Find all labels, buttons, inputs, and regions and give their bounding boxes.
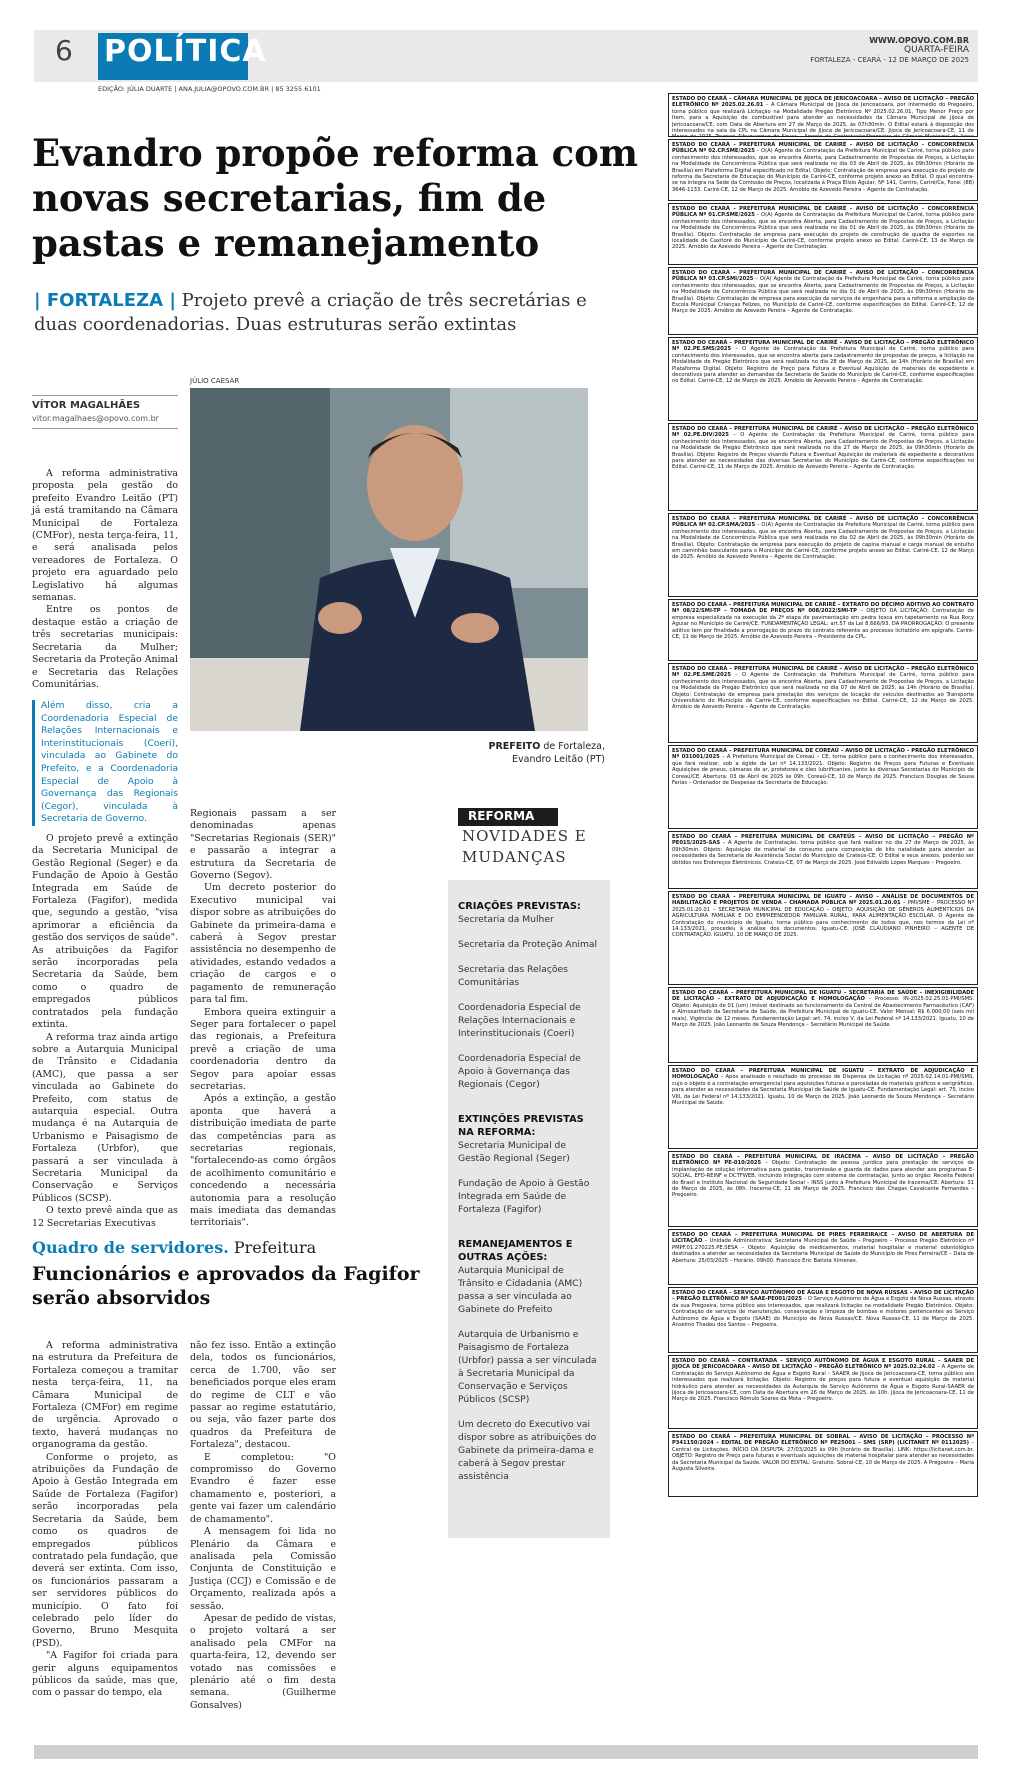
legal-notice-title: ESTADO DO CEARÁ – PREFEITURA MUNICIPAL DE SOBRAL – AVISO DE LICITAÇÃO – PROCESSO Nº P341150/2024 – EDITAL DE PREGÃO ELETRÔNICO Nº PE25001 – SMS (SRP) (LICITANET Nº 0112025) bbox=[672, 1434, 974, 1447]
photo-caption-bold: PREFEITO bbox=[488, 741, 541, 752]
legal-notice-title: ESTADO DO CEARÁ – PREFEITURA MUNICIPAL DE CARIRÉ – AVISO DE LICITAÇÃO – CONCORRÊNCIA PÚBLICA Nº 01.CP.SME/2025 bbox=[672, 206, 974, 219]
body-paragraph: A reforma administrativa proposta pela gestão do prefeito Evandro Leitão (PT) já está tramitando na Câmara Municipal de Fortaleza (CMFor), nesta terça-feira, 11, e será analisada pelos vereadores de Fortaleza. O projeto era aguardado pelo Legislativo há algumas semanas. bbox=[32, 468, 178, 604]
sidebar-item: Autarquia Municipal de Trânsito e Cidadania (AMC) passa a ser vinculada ao Gabinete do Prefeito bbox=[458, 1265, 583, 1315]
sidebar-item: Coordenadoria Especial de Relações Internacionais e Interinstitucionais (Coeri) bbox=[458, 1002, 581, 1039]
legal-notice: ESTADO DO CEARÁ – PREFEITURA MUNICIPAL DE CARIRÉ – AVISO DE LICITAÇÃO – CONCORRÊNCIA PÚBLICA Nº 02.CP.SME/2025 – O(A) Agente de Contratação da Prefeitura Municipal de Cariré, torna público para conhecimento dos interessados, que se encontra Aberta, para Cadastramento de Propostas de Preços, a Licitação na Modalidade de Concorrência Pública que será realizada no dia 03 de Abril de 2025, às 09h30min (Horário de Brasília) em Plataforma Digital especificado no Edital. Objeto: Contratação de empresa para execução do projeto de reforma da Secretaria de Educação do Município de Cariré-CE, conforme projeto anexo ao Edital. O qual encontra-se na íntegra na Sede da Comissão de Preços, localizada à Praça Elísio Aguiar, Nº 141, Centro, Cariré/Ce, Fone: (88) 3646-1133. Cariré-CE, 12 de Março de 2025. Arnóbio de Azevedo Pereira – Agente de Contratação. bbox=[668, 139, 978, 201]
photo-caption bbox=[480, 740, 605, 766]
sidebar-item: Secretaria da Proteção Animal bbox=[458, 939, 598, 950]
legal-notice-title: ESTADO DO CEARÁ – PREFEITURA MUNICIPAL DE IGUATU – EXTRATO DE ADJUDICAÇÃO E HOMOLOGAÇÃO bbox=[672, 1068, 974, 1081]
legal-notice-title: ESTADO DO CEARÁ – PREFEITURA MUNICIPAL DE CARIRÉ – AVISO DE LICITAÇÃO – CONCORRÊNCIA PÚBLICA Nº 02.CP.SME/2025 bbox=[672, 142, 974, 155]
sidebar-item: Fundação de Apoio à Gestão Integrada em Saúde de Fortaleza (Fagifor) bbox=[458, 1178, 590, 1215]
story2-kicker bbox=[32, 1238, 316, 1257]
legal-notice: ESTADO DO CEARÁ – CONTRATADA – SERVIÇO AUTÔNOMO DE ÁGUA E ESGOTO RURAL – SAAER DE JIJOCA DE JERICOACOARA – AVISO DE LICITAÇÃO – PREGÃO ELETRÔNICO Nº 2025.02.24.02 – A Agente de Contratação do Serviço Autônomo de Água e Esgoto Rural – SAAER de Jijoca de Jericoacoara-CE, torna público aos interessados que realizará licitação. Objeto: Registro de preços para futura e eventual aquisição de material hidráulico para atender as necessidades da Autarquia de Serviço Autônomo de Água e Esgoto Rural-SAAER de Jijoca de Jericoacoara-CE, com Data de Abertura em 26 de Março de 2025, às 10h. Jijoca de Jericoacoara-CE, 11 de Março de 2025. Francisco Rômulo Soares da Mota – Pregoeiro. bbox=[668, 1355, 978, 1429]
byline-email[interactable]: vitor.magalhaes@opovo.com.br bbox=[32, 414, 159, 423]
story2-kicker-rest: Prefeitura bbox=[233, 1238, 317, 1257]
edition-info: EDIÇÃO: JÚLIA DUARTE | ANA.JULIA@OPOVO.COM.BR | 85 3255 6101 bbox=[98, 85, 321, 93]
dateline: FORTALEZA - CEARÁ - 12 DE MARÇO DE 2025 bbox=[810, 56, 969, 64]
main-headline: Evandro propõe reforma com novas secretarias, fim de pastas e remanejamento bbox=[32, 131, 639, 265]
legal-notice: ESTADO DO CEARÁ – PREFEITURA MUNICIPAL DE CARIRÉ – AVISO DE LICITAÇÃO – PREGÃO ELETRÔNICO Nº 02.PE.SMS/2025 – O Agente de Contratação da Prefeitura Municipal de Cariré, torna público para conhecimento dos interessados, que se encontra aberta para cadastramento de propostas de preços, a licitação na Modalidade de Pregão Eletrônico que será realizada no dia 28 de Março de 2025, às 14h (Horário de Brasília) em Plataforma Digital. Objeto: Registro de Preço para Futura e Eventual Aquisição de materiais de expediente e decorativos para atender as demandas da Secretaria de Saúde do Município de Cariré-CE, conforme especificações no Edital. Cariré-CE, 12 de Março de 2025. Arnóbio de Azevedo Pereira – Agente de Contratação. bbox=[668, 337, 978, 421]
story2-column-1 bbox=[32, 1340, 178, 1700]
body-column-1b bbox=[32, 833, 178, 1230]
story2-kicker-bold: Quadro de servidores. bbox=[32, 1238, 229, 1257]
legal-notice-body: OBJETO DA LICITAÇÃO: Contratação de empresa especializada na execução da 2ª etapa de pavimentação em pedra tosca em tapetamento na Rua Rocy Aguiar no Município de Cariré/CE. FUNDAMENTAÇÃO LEGAL: art.57 da Lei 8.666/93. DA PRORROGAÇÃO: O presente aditivo tem por finalidade a prorrogação do prazo do contrato referente ao processo licitatório em epígrafe. Cariré-CE, 11 de Março de 2025. Arnóbio de Azevedo Pereira – Presidente da CPL. bbox=[672, 608, 974, 641]
legal-notice-title: ESTADO DO CEARÁ – PREFEITURA MUNICIPAL DE PIRES FERREIRA/CE – AVISO DE ABERTURA DE LICITAÇÃO bbox=[672, 1232, 974, 1245]
legal-notice: ESTADO DO CEARÁ – CÂMARA MUNICIPAL DE JIJOCA DE JERICOACOARA – AVISO DE LICITAÇÃO – PREGÃO ELETRÔNICO Nº 2025.02.26.01 – A Câmara Municipal de Jijoca de Jericoacoara, por intermédio do Pregoeiro, torna público que realizará Licitação na Modalidade Pregão Eletrônico Nº 2025.02.26.01, Tipo Menor Preço por Item, para a Aquisição de combustível para atender as necessidades da Câmara Municipal de Jijoca de Jericoacoara/CE, com Data de Abertura em 27 de Março de 2025, às 07h30min. O Edital estará à disposição dos interessados na sala da CPL na Câmara Municipal de Jijoca de Jericoacoara/CE. Jijoca de Jericoacoara-CE, 11 de bbox=[668, 93, 978, 137]
photo-illustration bbox=[190, 388, 588, 731]
legal-notice: ESTADO DO CEARÁ – PREFEITURA MUNICIPAL DE CARIRÉ – AVISO DE LICITAÇÃO – PREGÃO ELETRÔNICO Nº 02.PE.SME/2025 – O Agente de Contratação da Prefeitura Municipal de Cariré, torna público para conhecimento dos interessados, que se encontra Aberta, para Cadastramento de Propostas de Preços, a Licitação na Modalidade de Pregão Eletrônico que será realizada no dia 07 de Abril de 2025, às 14h (Horário de Brasília). Objeto: Contratação de empresa para prestação dos serviços de locação de veículos destinados ao Transporte Universitário do Município de Cariré-CE, conforme especificações no Edital. Cariré-CE, 12 de Março de 2025. Arnóbio de Azevedo Pereira – Agente de Contratação. bbox=[668, 663, 978, 743]
section-name[interactable]: POLÍTICA bbox=[104, 34, 267, 69]
story2-headline: Funcionários e aprovados da Fagifor serão absorvidos bbox=[32, 1263, 420, 1309]
photo-caption-text: de Fortaleza, Evandro Leitão (PT) bbox=[512, 741, 605, 765]
legal-notice-body: O Agente de Contratação da Prefeitura Municipal de Cariré, torna público para conhecimento dos interessados, que se encontra Aberta, para Cadastramento de Propostas de Preços, a Licitação na Modalidade de Pregão Eletrônico que será realizada no dia 07 de Abril de 2025, às 14h (Horário de Brasília). Objeto: Contratação de empresa para prestação dos serviços de locação de veículos destinados ao Transporte Universitário do Município de Cariré-CE, conforme especificações no Edital. Cariré-CE, 12 de Março de 2025. Arnóbio de Azevedo Pereira – Agente de Contratação. bbox=[672, 672, 974, 711]
legal-notice: ESTADO DO CEARÁ – PREFEITURA MUNICIPAL DE SOBRAL – AVISO DE LICITAÇÃO – PROCESSO Nº P341150/2024 – EDITAL DE PREGÃO ELETRÔNICO Nº PE25001 – SMS (SRP) (LICITANET Nº 0112025) – Central de Licitações. INÍCIO DA DISPUTA: 27/03/2025 às 09h (horário de Brasília). LINK: https://licitanet.com.br. OBJETO: Registro de Preço para futuras e eventuais aquisições de material hospitalar para atender as necessidades da Secretaria Municipal da Saúde. VALOR DO EDITAL: Gratuito. Sobral-CE, 10 de Março de 2025. A Pregoeira – Maria Augusta Silveira. bbox=[668, 1431, 978, 1497]
legal-notice-body: Unidade Administrativa: Secretaria Municipal de Saúde – Pregoeiro – Processo Pregão Eletrônico nº PMPF.01.270225.PE.SESA – Objeto: Aquisição de medicamentos, material hospitalar e material odontológico destinados a atender as necessidades da Secretaria Municipal de Saúde do Município de Pires Ferreira/CE – Data de Abertura: 25/03/2025 – Horário: 09h00. Francisco Eric Batista Ximenes. bbox=[672, 1238, 974, 1264]
body-paragraph: A reforma traz ainda artigo sobre a Autarquia Municipal de Trânsito e Cidadania (AMC), que passa a ser vinculada ao Gabinete do Prefeito, com status de autarquia especial. Outra mudança é na Autarquia de Urbanismo e Paisagismo de Fortaleza (Urbfor), que passará a ser vinculada à Secretaria Municipal da Conservação e Serviços Públicos (SCSP). bbox=[32, 1031, 178, 1204]
legal-notice-body: O(A) Agente de Contratação da Prefeitura Municipal de Cariré, torna público para conhecimento dos interessados, que se encontra Aberta, para Cadastramento de Propostas de Preços, a Licitação na Modalidade de Concorrência Pública que será realizada no dia 01 de Abril de 2025, às 09h30min (Horário de Brasília). Objeto: Contratação de empresa para execução de serviços de engenharia para a reforma e ampliação da Escola Municipal Crianças Felizes, no Município de Cariré-CE, conforme especificações do Edital. Cariré-CE, 12 de Março de 2025. Arnóbio de Azevedo Pereira – Agente de Contratação. bbox=[672, 276, 974, 315]
body-paragraph: Regionais passam a ser denominadas apenas "Secretarias Regionais (SER)" e passarão a integrar a estrutura da Secretaria de Governo (Segov). bbox=[190, 808, 336, 882]
body-paragraph: Embora queira extinguir a Seger para fortalecer o papel das regionais, a Prefeitura prevê a criação de uma coordenadoria dentro da Segov para apoiar essas secretarias. bbox=[190, 1006, 336, 1092]
sidebar-item: Secretaria da Mulher bbox=[458, 914, 554, 925]
reform-label: REFORMA bbox=[468, 809, 535, 823]
legal-notice-title: ESTADO DO CEARÁ – CONTRATADA – SERVIÇO AUTÔNOMO DE ÁGUA E ESGOTO RURAL – SAAER DE JIJOCA DE JERICOACOARA – AVISO DE LICITAÇÃO – PREGÃO ELETRÔNICO Nº 2025.02.24.02 bbox=[672, 1358, 974, 1371]
sidebar-section-reassignments bbox=[458, 1238, 600, 1483]
legal-notice: ESTADO DO CEARÁ – PREFEITURA MUNICIPAL DE CARIRÉ – AVISO DE LICITAÇÃO – CONCORRÊNCIA PÚBLICA Nº 03.CP.SMI/2025 – O(A) Agente de Contratação da Prefeitura Municipal de Cariré, torna público para conhecimento dos interessados, que se encontra Aberta, para Cadastramento de Propostas de Preços, a Licitação na Modalidade de Concorrência Pública que será realizada no dia 01 de Abril de 2025, às 09h30min (Horário de Brasília). Objeto: Contratação de empresa para execução de serviços de engenharia para a reforma e ampliação da Escola Municipal Crianças Felizes, no Município de Cariré-CE, conforme especificações do Edital. Cariré-CE, 12 de Março de 2025. Arnóbio de Azevedo Pereira – Agente de Contratação. bbox=[668, 267, 978, 335]
legal-notice: ESTADO DO CEARÁ – SERVIÇO AUTÔNOMO DE ÁGUA E ESGOTO DE NOVA RUSSAS – AVISO DE LICITAÇÃO – PREGÃO ELETRÔNICO Nº SAAE-PE001/2025 – O Serviço Autônomo de Água e Esgoto de Nova Russas, através da sua Pregoeira, torna público aos interessados, que realizará licitação na modalidade Pregão Eletrônico. Objeto: Contratação de serviços de manutenção, conservação e limpeza de bombas e motores pertencentes ao Serviço Autônomo de Água e Esgoto (SAAE) do Município de Nova Russas/CE. Nova Russas-CE, 11 de Março de 2025. Anselmo Thadeu dos Santos – Pregoeira. bbox=[668, 1287, 978, 1353]
legal-notice: ESTADO DO CEARÁ – PREFEITURA MUNICIPAL DE IRACEMA – AVISO DE LICITAÇÃO – PREGÃO ELETRÔNICO Nº PE-010/2025 – Objeto: Contratação de pessoa jurídica para prestação de serviços de implantação de solução informativa para gestão, transmissão e guarda de dados para atender aos programas E-SOCIAL, EFD-REINF e DCTFWEB, incluindo integração com sistema de contratação, junto ao órgão: Receita Federal do Brasil e Instituto Nacional de Seguridade Social – INSS junto à Prefeitura Municipal de Iracema/CE. Abertura: 31 de Março de 2025, às 08h. Iracema-CE, 11 de Março de 2025. Francisco das Chagas Cavalcante Fernandes – Pregoeiro. bbox=[668, 1151, 978, 1227]
weekday: QUARTA-FEIRA bbox=[904, 45, 969, 55]
body-paragraph: O projeto prevê a extinção da Secretaria Municipal de Gestão Regional (Seger) e da Fundação de Apoio à Gestão Integrada em Saúde de Fortaleza (Fagifor), medida que, segundo a gestão, "visa aprimorar a eficiência da gestão dos serviços de saúde". As atribuições da Fagifor serão incorporadas pela Secretaria da Saúde, bem como o quadro de empregados públicos contratados pela fundação extinta. bbox=[32, 833, 178, 1031]
legal-notice: ESTADO DO CEARÁ – PREFEITURA MUNICIPAL DE COREAÚ – AVISO DE LICITAÇÃO – PREGÃO ELETRÔNICO Nº 031001/2025 – A Prefeitura Municipal de Coreaú – CE, torna público para o conhecimento dos interessados, que fará realizar, sob a égide da Lei nº 14.133/2021. Objeto: Registro de Preços para Futuras e Eventuais Aquisições de pneus, câmaras de ar, protetores e óleo lubrificantes, junto às diversas Secretarias do Município de Coreaú/CE. Abertura: 03 de Abril de 2025 às 09h. Coreaú-CE, 10 de Março de 2025. Francisco Douglas de Sousa Farias – Ordenador de Despesas da Secretaria de Educação. bbox=[668, 745, 978, 829]
sidebar-item: Coordenadoria Especial de Apoio à Governança das Regionais (Cegor) bbox=[458, 1053, 581, 1090]
sidebar-item: Secretaria das Relações Comunitárias bbox=[458, 964, 568, 988]
legal-notice-title: ESTADO DO CEARÁ – PREFEITURA MUNICIPAL DE IRACEMA – AVISO DE LICITAÇÃO – PREGÃO ELETRÔNICO Nº PE-010/2025 bbox=[672, 1154, 974, 1167]
legal-notice: ESTADO DO CEARÁ – PREFEITURA MUNICIPAL DE CARIRÉ – AVISO DE LICITAÇÃO – PREGÃO ELETRÔNICO Nº 02.PE.DIV/2025 – O Agente de Contratação da Prefeitura Municipal de Cariré, torna público para conhecimento dos interessados, que se encontra Aberta, para Cadastramento de Propostas de Preços, a Licitação na Modalidade de Pregão Eletrônico que será realizada no dia 27 de Março de 2025, às 09h30min (Horário de Brasília). Objeto: Registro de Preços visando Futura e Eventual Aquisição de materiais de expediente e decorativos para atender as necessidades das diversas Secretarias do Município de Cariré-CE, conforme especificações no Edital. Cariré-CE, 11 de Março de 2025. Arnóbio de Azevedo Pereira – Agente de Contratação. bbox=[668, 423, 978, 511]
sidebar-item: Secretaria Municipal de Gestão Regional (Seger) bbox=[458, 1140, 570, 1164]
legal-notice-title: ESTADO DO CEARÁ – PREFEITURA MUNICIPAL DE CARIRÉ – AVISO DE LICITAÇÃO – PREGÃO ELETRÔNICO Nº 02.PE.SME/2025 bbox=[672, 666, 974, 679]
sidebar-section-head: EXTINÇÕES PREVISTAS NA REFORMA: bbox=[458, 1114, 584, 1138]
legal-notice-title: ESTADO DO CEARÁ – PREFEITURA MUNICIPAL DE CARIRÉ – AVISO DE LICITAÇÃO – CONCORRÊNCIA PÚBLICA Nº 03.CP.SMI/2025 bbox=[672, 270, 974, 283]
legal-notice-body: Central de Licitações. INÍCIO DA DISPUTA: 27/03/2025 às 09h (horário de Brasília). LINK: https://licitanet.com.br. OBJETO: Registro de Preço para futuras e eventuais aquisições de material hospitalar para atender as necessidades da Secretaria Municipal da Saúde. VALOR DO EDITAL: Gratuito. Sobral-CE, 10 de Março de 2025. A Pregoeira – Maria Augusta Silveira. bbox=[672, 1446, 974, 1473]
legal-notice-title: ESTADO DO CEARÁ – PREFEITURA MUNICIPAL DE CARIRÉ – AVISO DE LICITAÇÃO – CONCORRÊNCIA PÚBLICA Nº 02.CP.SMA/2025 bbox=[672, 516, 974, 529]
body-column-1 bbox=[32, 468, 178, 691]
body-column-2 bbox=[190, 808, 336, 1230]
legal-notices-column bbox=[668, 93, 978, 1733]
sidebar-section-head: REMANEJAMENTOS E OUTRAS AÇÕES: bbox=[458, 1239, 573, 1263]
legal-notice-body: PMI/SME – PROCESSO Nº 2025.01.20.01 – SECRETARIA MUNICIPAL DE EDUCAÇÃO – OBJETO: AQUISIÇÃO DE GÊNEROS ALIMENTÍCIOS DA AGRICULTURA FAMILIAR E DO EMPREENDEDOR FAMILIAR RURAL, PARA ALIMENTAÇÃO ESCOLAR. O Agente de Contratação do município de Iguatu, torna público para conhecimento de todos que, nos termos da Lei nº 14.133/2021, procedeu à análise dos documentos. Iguatu-CE. JOSÉ CLAUDIANO PINHEIRO – AGENTE DE CONTRATAÇÃO. IGUATU, 10 DE MARÇO DE 2025. bbox=[672, 900, 974, 939]
body-paragraph: não fez isso. Então a extinção dela, todos os funcionários, cerca de 1.700, vão ser beneficiados porque eles eram do regime de CLT e vão passar ao regime estatutário, ou seja, vão fazer parte dos quadros da Prefeitura de Fortaleza", destacou. bbox=[190, 1340, 336, 1451]
legal-notice-body: O(A) Agente de Contratação da Prefeitura Municipal de Cariré, torna público para conhecimento dos interessados, que se encontra Aberta, para Cadastramento de Propostas de Preços, a Licitação na Modalidade de Concorrência Pública que será realizada no dia 03 de Abril de 2025, às 09h30min (Horário de Brasília) em Plataforma Digital especificado no Edital. Objeto: Contratação de empresa para execução do projeto de reforma da Secretaria de Educação do Município de Cariré-CE, conforme projeto anexo ao Edital. O qual encontra-se na íntegra na Sede da Comissão de Preços, localizada à Praça Elísio Aguiar, Nº 141, Centro, Cariré/Ce, Fone: (88) 3646-1133. Cariré-CE, 12 de Março de 2025. Arnóbio de Azevedo Pereira – Agente de Contratação. bbox=[672, 148, 974, 193]
sidebar-section-creations bbox=[458, 900, 600, 1091]
legal-notice-body: O(A) Agente de Contratação da Prefeitura Municipal de Cariré, torna público para conhecimento dos interessados, que se encontra Aberta, para Cadastramento de Propostas de Preços, a Licitação na Modalidade de Concorrência Pública que será realizada no dia 02 de Abril de 2025, às 09h30min (Horário de Brasília). Objeto: Contratação de empresa para execução do projeto de capina manual e carga manual de entulho em caminhão basculante para o Município de Cariré-CE, conforme projeto anexo ao Edital. Cariré-CE, 12 de Março de 2025. Arnóbio de Azevedo Pereira – Agente de Contratação. bbox=[672, 522, 974, 561]
sidebar-item: Um decreto do Executivo vai dispor sobre as atribuições do Gabinete da primeira-dama e caberá à Segov prestar assistência bbox=[458, 1419, 597, 1482]
body-paragraph: Conforme o projeto, as atribuições da Fundação de Apoio à Gestão Integrada em Saúde de Fortaleza (Fagifor) serão incorporadas pela Secretaria da Saúde, bem como os quadros de empregados públicos contratado pela fundação, que deverá ser extinta. Com isso, os funcionários passaram a ser servidores públicos do município. O fato foi celebrado pelo líder do Governo, Bruno Mesquita (PSD). bbox=[32, 1451, 178, 1649]
legal-notice-body: Objeto: Contratação de pessoa jurídica para prestação de serviços de implantação de solução informativa para gestão, transmissão e guarda de dados para atender aos programas E-SOCIAL, EFD-REINF e DCTFWEB, incluindo integração com sistema de contratação, junto ao órgão: Receita Federal do Brasil e Instituto Nacional de Seguridade Social – INSS junto à Prefeitura Municipal de Iracema/CE. Abertura: 31 de Março de 2025, às 08h. Iracema-CE, 11 de Março de 2025. Francisco das Chagas Cavalcante Fernandes – Pregoeiro. bbox=[672, 1160, 974, 1199]
body-paragraph: Apesar de pedido de vistas, o projeto voltará a ser analisado pela CMFor na quarta-feira, 12, devendo ser votado nas comissões e plenário até o fim desta semana. (Guilherme Gonsalves) bbox=[190, 1612, 336, 1711]
legal-notice-body: Após analisado o resultado do processo de Dispensa de Licitação nº 2025.02.14.01-PMI/SMS, cujo o objeto é a contratação emergencial para aquisições futuras e parceladas de materiais gráficos e serigráficos, para atender as necessidades da Secretaria Municipal de Saúde de Iguatu-CE. Fundamentação Legal: art. 75, inciso VIII, da Lei Federal nº 14.133/2021. Iguatu, 10 de Março de 2025. João Leonardo de Souza Mendonça – Secretário Municipal de Saúde. bbox=[672, 1074, 974, 1107]
legal-notice-body: A Câmara Municipal de Jijoca de Jericoacoara, por intermédio do Pregoeiro, torna público que realizará Licitação na Modalidade Pregão Eletrônico Nº 2025.02.26.01, Tipo Menor Preço por Item, para a Aquisição de combustível para atender as necessidades da Câmara Municipal de Jijoca de Jericoacoara/CE, com Data de Abertura em 27 de Março de 2025, às 07h30min. O Edital estará à disposição dos interessados na sala da CPL na Câmara Municipal de Jijoca de Jericoacoara/CE. Jijoca de Jericoacoara-CE, 11 de bbox=[672, 102, 974, 135]
sidebar-item: Autarquia de Urbanismo e Paisagismo de Fortaleza (Urbfor) passa a ser vinculada à Secretaria Municipal da Conservação e Serviços Públicos (SCSP) bbox=[458, 1329, 597, 1405]
legal-notice-body: O(A) Agente de Contratação da Prefeitura Municipal de Cariré, torna público para conhecimento dos interessados, que se encontra Aberta, para Cadastramento de Propostas de Preços, a Licitação na Modalidade de Concorrência Pública que será realizada no dia 01 de Abril de 2025, às 09h30min (Horário de Brasília). Objeto: Contratação de empresa para execução do projeto de construção de quadra de esportes na localidade de Caxitoré do Município de Cariré-CE, conforme projeto anexo ao Edital. Cariré-CE, 13 de Março de 2025. Arnóbio de Azevedo Pereira – Agente de Contratação. bbox=[672, 212, 974, 251]
body-paragraph: Um decreto posterior do Executivo municipal vai dispor sobre as atribuições do Gabinete da primeira-dama e caberá à Segov prestar assistência no desempenho de atividades, estando vedados a criação de cargos e o pagamento de remuneração para tal fim. bbox=[190, 882, 336, 1006]
pull-quote: Além disso, cria a Coordenadoria Especial de Relações Internacionais e Interinstitucionais (Coeri), vinculada ao Gabinete do Prefeito, e a Coordenadoria Especial de Apoio à Governança das Regionais (Cegor), vinculada à Secretaria de Governo. bbox=[32, 700, 178, 826]
legal-notice-title: ESTADO DO CEARÁ – PREFEITURA MUNICIPAL DE COREAÚ – AVISO DE LICITAÇÃO – PREGÃO ELETRÔNICO Nº 031001/2025 bbox=[672, 748, 974, 761]
legal-notice: ESTADO DO CEARÁ – PREFEITURA MUNICIPAL DE CARIRÉ – AVISO DE LICITAÇÃO – CONCORRÊNCIA PÚBLICA Nº 02.CP.SMA/2025 – O(A) Agente de Contratação da Prefeitura Municipal de Cariré, torna público para conhecimento dos interessados, que se encontra Aberta, para Cadastramento de Propostas de Preços, a Licitação na Modalidade de Concorrência Pública que será realizada no dia 02 de Abril de 2025, às 09h30min (Horário de Brasília). Objeto: Contratação de empresa para execução do projeto de capina manual e carga manual de entulho em caminhão basculante para o Município de Cariré-CE, conforme projeto anexo ao Edital. Cariré-CE, 12 de Março de 2025. Arnóbio de Azevedo Pereira – Agente de Contratação. bbox=[668, 513, 978, 597]
body-paragraph: "A Fagifor foi criada para gerir alguns equipamentos públicos da saúde, mas que, com o passar do tempo, ela bbox=[32, 1650, 178, 1699]
footer-band bbox=[34, 1745, 978, 1759]
legal-notice-body: A Agente de Contratação, torna público que fará realizar no dia 27 de Março de 2025, às 09h30min. Objeto: Aquisição de material de consumo para composição de kits natalidade para atender as necessidades da Secretaria de Assistência Social do Município de Crateús-CE. O Edital e seus anexos, poderão ser obtidos nos Endereços Eletrônicos. Crateús-CE, 07 de Março de 2025. José Edivaldo Lopes Marques – Pregoeiro. bbox=[672, 840, 974, 866]
legal-notice-title: ESTADO DO CEARÁ – PREFEITURA MUNICIPAL DE CARIRÉ – AVISO DE LICITAÇÃO – PREGÃO ELETRÔNICO Nº 02.PE.DIV/2025 bbox=[672, 426, 974, 439]
body-paragraph: O texto prevê ainda que as 12 Secretarias Executivas bbox=[32, 1205, 178, 1229]
legal-notice-title: ESTADO DO CEARÁ – CÂMARA MUNICIPAL DE JIJOCA DE JERICOACOARA – AVISO DE LICITAÇÃO – PREGÃO ELETRÔNICO Nº 2025.02.26.01 bbox=[672, 96, 974, 109]
body-paragraph: E completou: "O compromisso do Governo Evandro é fazer esse chamamento e, posteriori, a gente vai fazer um calendário de chamamento". bbox=[190, 1451, 336, 1525]
legal-notice-body: O Agente de Contratação da Prefeitura Municipal de Cariré, torna público para conhecimento dos interessados, que se encontra aberta para cadastramento de propostas de preços, a licitação na Modalidade de Pregão Eletrônico que será realizada no dia 28 de Março de 2025, às 14h (Horário de Brasília) em Plataforma Digital. Objeto: Registro de Preço para Futura e Eventual Aquisição de materiais de expediente e decorativos para atender as demandas da Secretaria de Saúde do Município de Cariré-CE, conforme especificações no Edital. Cariré-CE, 12 de Março de 2025. Arnóbio de Azevedo Pereira – Agente de Contratação. bbox=[672, 346, 975, 385]
sidebar-section-extinctions bbox=[458, 1113, 600, 1216]
legal-notice: ESTADO DO CEARÁ – PREFEITURA MUNICIPAL DE IGUATU – EXTRATO DE ADJUDICAÇÃO E HOMOLOGAÇÃO – Após analisado o resultado do processo de Dispensa de Licitação nº 2025.02.14.01-PMI/SMS, cujo o objeto é a contratação emergencial para aquisições futuras e parceladas de materiais gráficos e serigráficos, para atender as necessidades da Secretaria Municipal de Saúde de Iguatu-CE. Fundamentação Legal: art. 75, inciso VIII, da Lei Federal nº 14.133/2021. Iguatu, 10 de Março de 2025. João Leonardo de Souza Mendonça – Secretário Municipal de Saúde. bbox=[668, 1065, 978, 1149]
legal-notice: ESTADO DO CEARÁ – PREFEITURA MUNICIPAL DE CARIRÉ – EXTRATO DO DÉCIMO ADITIVO AO CONTRATO Nº 08/22/SMI-TP – TOMADA DE PREÇOS Nº 008/2022/SMI-TP – OBJETO DA LICITAÇÃO: Contratação de empresa especializada na execução da 2ª etapa de pavimentação em pedra tosca em tapetamento na Rua Rocy Aguiar no Município de Cariré/CE. FUNDAMENTAÇÃO LEGAL: art.57 da Lei 8.666/93. DA PRORROGAÇÃO: O presente aditivo tem por finalidade a prorrogação do prazo do contrato referente ao processo licitatório em epígrafe. Cariré-CE, 11 de Março de 2025. Arnóbio de Azevedo Pereira – Presidente da CPL. bbox=[668, 599, 978, 661]
legal-notice-body: Processo: IN-2025.02.25.01-PMI/SMS. Objeto: Aquisição de 01 (um) imóvel destinado ao funcionamento da Central de Abastecimento Farmacêutico (CAF) e Almoxarifado da Secretaria de Saúde, da Prefeitura Municipal de Iguatu-CE. Valor Mensal: R$ 6.000,00 (seis mil reais). Vigência: de 12 meses. Fundamentação Legal: art. 74, inciso V, da Lei Federal nº 14.133/2021. Iguatu, 10 de Março de 2025. João Leonardo de Souza Mendonça – Secretário Municipal de Saúde. bbox=[672, 996, 974, 1029]
sidebar-section-head: CRIAÇÕES PREVISTAS: bbox=[458, 901, 581, 912]
legal-notice-title: ESTADO DO CEARÁ – PREFEITURA MUNICIPAL DE IGUATU – SECRETARIA DE SAÚDE – INEXIGIBILIDADE DE LICITAÇÃO – EXTRATO DE ADJUDICAÇÃO E HOMOLOGAÇÃO bbox=[672, 990, 974, 1003]
mayor-photo bbox=[190, 388, 588, 731]
legal-notice: ESTADO DO CEARÁ – PREFEITURA MUNICIPAL DE IGUATU – SECRETARIA DE SAÚDE – INEXIGIBILIDADE DE LICITAÇÃO – EXTRATO DE ADJUDICAÇÃO E HOMOLOGAÇÃO – Processo: IN-2025.02.25.01-PMI/SMS. Objeto: Aquisição de 01 (um) imóvel destinado ao funcionamento da Central de Abastecimento Farmacêutico (CAF) e Almoxarifado da Secretaria de Saúde, da Prefeitura Municipal de Iguatu-CE. Valor Mensal: R$ 6.000,00 (seis mil reais). Vigência: de 12 meses. Fundamentação Legal: art. 74, inciso V, da Lei Federal nº 14.133/2021. Iguatu, 10 de Março de 2025. João Leonardo de Souza Mendonça – Secretário Municipal de Saúde. bbox=[668, 987, 978, 1063]
legal-notice-body: A Prefeitura Municipal de Coreaú – CE, torna público para o conhecimento dos interessados, que fará realizar, sob a égide da Lei nº 14.133/2021. Objeto: Registro de Preços para Futuras e Eventuais Aquisições de pneus, câmaras de ar, protetores e óleo lubrificantes, junto às diversas Secretarias do Município de Coreaú/CE. Abertura: 03 de Abril de 2025 às 09h. Coreaú-CE, 10 de Março de 2025. Francisco Douglas de Sousa Farias – Ordenador de Despesas da Secretaria de Educação. bbox=[672, 754, 975, 787]
legal-notice-title: ESTADO DO CEARÁ – PREFEITURA MUNICIPAL DE CARIRÉ – EXTRATO DO DÉCIMO ADITIVO AO CONTRATO Nº 08/22/SMI-TP – TOMADA DE PREÇOS Nº 008/2022/SMI-TP bbox=[672, 602, 974, 615]
subhead-text: Projeto prevê a criação de três secretárias e duas coordenadorias. Duas estruturas serão extintas bbox=[34, 290, 587, 335]
photo-credit: JÚLIO CAESAR bbox=[190, 377, 240, 385]
legal-notice-body: A Agente de Contratação do Serviço Autônomo de Água e Esgoto Rural – SAAER de Jijoca de Jericoacoara-CE, torna público aos interessados que realizará licitação. Objeto: Registro de preços para futura e eventual aquisição de material hidráulico para atender as necessidades da Autarquia de Serviço Autônomo de Água e Esgoto Rural-SAAER de Jijoca de Jericoacoara-CE, com Data de Abertura em 26 de Março de 2025, às 10h. Jijoca de Jericoacoara-CE, 11 de Março de 2025. Francisco Rômulo Soares da Mota – Pregoeiro. bbox=[672, 1364, 974, 1403]
byline-name: VÍTOR MAGALHÃES bbox=[32, 400, 141, 411]
page-number: 6 bbox=[55, 34, 73, 67]
body-paragraph: Após a extinção, a gestão aponta que haverá a distribuição imediata de parte das competências para as secretarias regionais, "fortalecendo-as como órgãos de acolhimento comunitário e concedendo a necessária autonomia para a resolução mais imediata das demandas territoriais". bbox=[190, 1093, 336, 1229]
location-tag: | FORTALEZA | bbox=[34, 290, 176, 311]
legal-notice: ESTADO DO CEARÁ – PREFEITURA MUNICIPAL DE IGUATU – AVISO – ANÁLISE DE DOCUMENTOS DE HABILITAÇÃO E PROJETOS DE VENDA – CHAMADA PÚBLICA Nº 2025.01.20.01 – PMI/SME – PROCESSO Nº 2025.01.20.01 – SECRETARIA MUNICIPAL DE EDUCAÇÃO – OBJETO: AQUISIÇÃO DE GÊNEROS ALIMENTÍCIOS DA AGRICULTURA FAMILIAR E DO EMPREENDEDOR FAMILIAR RURAL, PARA ALIMENTAÇÃO ESCOLAR. O Agente de Contratação do município de Iguatu, torna público para conhecimento de todos que, nos termos da Lei nº 14.133/2021, procedeu à análise dos documentos. Iguatu-CE. JOSÉ CLAUDIANO PINHEIRO – AGENTE DE CONTRATAÇÃO. IGUATU, 10 DE MARÇO DE 2025. bbox=[668, 891, 978, 985]
body-paragraph: A reforma administrativa na estrutura da Prefeitura de Fortaleza começou a tramitar nesta terça-feira, 11, na Câmara Municipal de Fortaleza (CMFor) em regime de urgência. Aprovado o texto, haverá mudanças no organograma da gestão. bbox=[32, 1340, 178, 1451]
legal-notice-title: ESTADO DO CEARÁ – PREFEITURA MUNICIPAL DE CARIRÉ – AVISO DE LICITAÇÃO – PREGÃO ELETRÔNICO Nº 02.PE.SMS/2025 bbox=[672, 340, 974, 353]
legal-notice: ESTADO DO CEARÁ – PREFEITURA MUNICIPAL DE CARIRÉ – AVISO DE LICITAÇÃO – CONCORRÊNCIA PÚBLICA Nº 01.CP.SME/2025 – O(A) Agente de Contratação da Prefeitura Municipal de Cariré, torna público para conhecimento dos interessados, que se encontra Aberta, para Cadastramento de Propostas de Preços, a Licitação na Modalidade de Concorrência Pública que será realizada no dia 01 de Abril de 2025, às 09h30min (Horário de Brasília). Objeto: Contratação de empresa para execução do projeto de construção de quadra de esportes na localidade de Caxitoré do Município de Cariré-CE, conforme projeto anexo ao Edital. Cariré-CE, 13 de Março de 2025. Arnóbio de Azevedo Pereira – Agente de Contratação. bbox=[668, 203, 978, 265]
body-paragraph: A mensagem foi lida no Plenário da Câmara e analisada pela Comissão Conjunta de Constituição e Justiça (CCJ) e Comissão e de Orçamento, realizada após a sessão. bbox=[190, 1526, 336, 1612]
legal-notice-body: O Agente de Contratação da Prefeitura Municipal de Cariré, torna público para conhecimento dos interessados, que se encontra Aberta, para Cadastramento de Propostas de Preços, a Licitação na Modalidade de Pregão Eletrônico que será realizada no dia 27 de Março de 2025, às 09h30min (Horário de Brasília). Objeto: Registro de Preços visando Futura e Eventual Aquisição de materiais de expediente e decorativos para atender as necessidades das diversas Secretarias do Município de Cariré-CE, conforme especificações no Edital. Cariré-CE, 11 de Março de 2025. Arnóbio de Azevedo Pereira – Agente de Contratação. bbox=[672, 432, 974, 471]
byline-rule-bottom bbox=[32, 428, 178, 429]
story2-column-2 bbox=[190, 1340, 336, 1712]
legal-notice: ESTADO DO CEARÁ – PREFEITURA MUNICIPAL DE PIRES FERREIRA/CE – AVISO DE ABERTURA DE LICITAÇÃO – Unidade Administrativa: Secretaria Municipal de Saúde – Pregoeiro – Processo Pregão Eletrônico nº PMPF.01.270225.PE.SESA – Objeto: Aquisição de medicamentos, material hospitalar e material odontológico destinados a atender as necessidades da Secretaria Municipal de Saúde do Município de Pires Ferreira/CE – Data de Abertura: 25/03/2025 – Horário: 09h00. Francisco Eric Batista Ximenes. bbox=[668, 1229, 978, 1285]
changes-sidebar bbox=[448, 880, 610, 1538]
legal-notice-body: O Serviço Autônomo de Água e Esgoto de Nova Russas, através da sua Pregoeira, torna público aos interessados, que realizará licitação na modalidade Pregão Eletrônico. Objeto: Contratação de serviços de manutenção, conservação e limpeza de bombas e motores pertencentes ao Serviço Autônomo de Água e Esgoto (SAAE) do Município de Nova Russas/CE. Nova Russas-CE, 11 de Março de 2025. Anselmo Thadeu dos Santos – Pregoeira. bbox=[672, 1296, 974, 1329]
subhead bbox=[34, 289, 634, 337]
legal-notice-title: ESTADO DO CEARÁ – PREFEITURA MUNICIPAL DE CRATEÚS – AVISO DE LICITAÇÃO – PREGÃO Nº PE015/2025-SAS bbox=[672, 834, 974, 847]
site-url[interactable]: WWW.OPOVO.COM.BR bbox=[869, 36, 969, 45]
legal-notice: ESTADO DO CEARÁ – PREFEITURA MUNICIPAL DE CRATEÚS – AVISO DE LICITAÇÃO – PREGÃO Nº PE015/2025-SAS – A Agente de Contratação, torna público que fará realizar no dia 27 de Março de 2025, às 09h30min. Objeto: Aquisição de material de consumo para composição de kits natalidade para atender as necessidades da Secretaria de Assistência Social do Município de Crateús-CE. O Edital e seus anexos, poderão ser obtidos nos Endereços Eletrônicos. Crateús-CE, 07 de Março de 2025. José Edivaldo Lopes Marques – Pregoeiro. bbox=[668, 831, 978, 889]
sidebar-title: NOVIDADES E MUDANÇAS bbox=[462, 827, 587, 866]
byline-rule-top bbox=[32, 395, 178, 396]
legal-notice-title: ESTADO DO CEARÁ – SERVIÇO AUTÔNOMO DE ÁGUA E ESGOTO DE NOVA RUSSAS – AVISO DE LICITAÇÃO – PREGÃO ELETRÔNICO Nº SAAE-PE001/2025 bbox=[672, 1290, 974, 1303]
body-paragraph: Entre os pontos de destaque estão a criação de três secretarias municipais: Secretaria da Mulher; Secretaria da Proteção Animal e Secretaria das Relações Comunitárias. bbox=[32, 604, 178, 690]
legal-notice-title: ESTADO DO CEARÁ – PREFEITURA MUNICIPAL DE IGUATU – AVISO – ANÁLISE DE DOCUMENTOS DE HABILITAÇÃO E PROJETOS DE VENDA – CHAMADA PÚBLICA Nº 2025.01.20.01 bbox=[672, 894, 974, 907]
